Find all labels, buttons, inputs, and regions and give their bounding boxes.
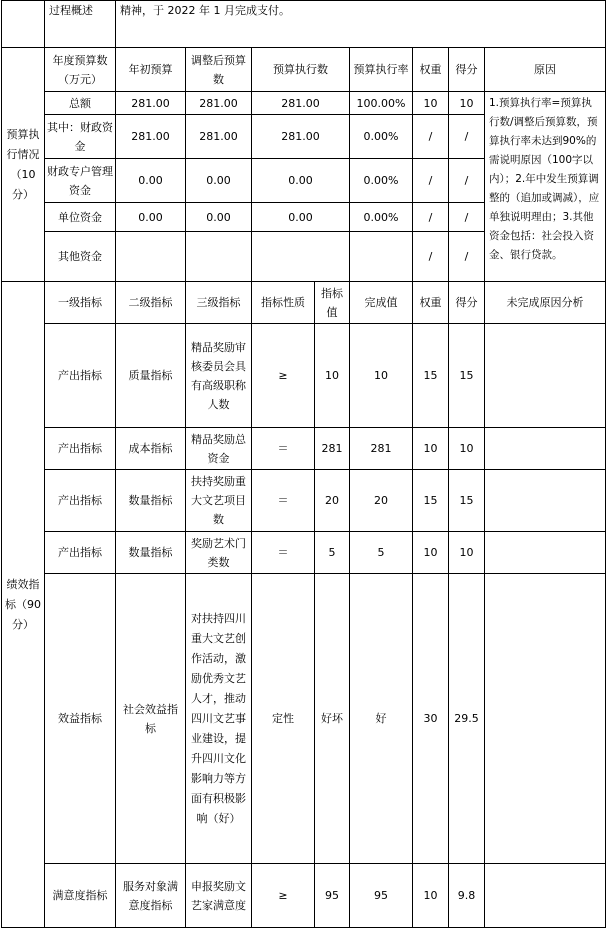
overview-spacer bbox=[2, 1, 45, 48]
budget-row-adjusted: 0.00 bbox=[186, 203, 252, 232]
budget-reason-text: 1.预算执行率=预算执行数/调整后预算数，预算执行率未达到90%的需说明原因（100字以内）；2.年中发生预算调整的（追加或调减），应单独说明理由；3.其他资金包括：社会投入资金、银行贷款。 bbox=[485, 92, 606, 282]
perf-row-target: 好坏 bbox=[315, 574, 350, 864]
budget-header-adjusted: 调整后预算数 bbox=[186, 48, 252, 92]
budget-row-weight: / bbox=[413, 232, 449, 282]
budget-header-reason: 原因 bbox=[485, 48, 606, 92]
perf-row-actual: 281 bbox=[350, 428, 413, 470]
budget-row-rate bbox=[350, 232, 413, 282]
perf-row-score: 15 bbox=[449, 470, 485, 532]
budget-row-score: 10 bbox=[449, 92, 485, 115]
perf-row-level1: 满意度指标 bbox=[45, 864, 116, 928]
budget-row-name: 财政专户管理资金 bbox=[45, 159, 116, 203]
perf-row-target: 10 bbox=[315, 324, 350, 428]
perf-row-level3: 扶持奖励重大文艺项目数 bbox=[186, 470, 252, 532]
perf-row-score: 15 bbox=[449, 324, 485, 428]
perf-row-level2: 数量指标 bbox=[116, 532, 186, 574]
perf-row-nature: ＝ bbox=[252, 532, 315, 574]
perf-row-score: 10 bbox=[449, 532, 485, 574]
performance-row bbox=[2, 428, 606, 470]
budget-row-weight: / bbox=[413, 115, 449, 159]
budget-header-initial: 年初预算 bbox=[116, 48, 186, 92]
perf-header-nature: 指标性质 bbox=[252, 282, 315, 324]
perf-row-nature: ＝ bbox=[252, 428, 315, 470]
budget-header-score: 得分 bbox=[449, 48, 485, 92]
perf-row-nature: ＝ bbox=[252, 470, 315, 532]
budget-header-row bbox=[2, 48, 606, 92]
perf-row-actual: 好 bbox=[350, 574, 413, 864]
budget-row-score: / bbox=[449, 115, 485, 159]
budget-header-rate: 预算执行率 bbox=[350, 48, 413, 92]
perf-row-level2: 社会效益指标 bbox=[116, 574, 186, 864]
perf-row-level3: 对扶持四川重大文艺创作活动，激励优秀文艺人才，推动四川文艺事业建设，提升四川文化影响力等方面有积极影响（好） bbox=[186, 574, 252, 864]
overview-row bbox=[2, 1, 606, 48]
overview-text: 精神，于 2022 年 1 月完成支付。 bbox=[116, 1, 606, 48]
perf-header-target: 指标值 bbox=[315, 282, 350, 324]
perf-header-level1: 一级指标 bbox=[45, 282, 116, 324]
budget-row-rate: 100.00% bbox=[350, 92, 413, 115]
perf-header-level2: 二级指标 bbox=[116, 282, 186, 324]
perf-row-reason bbox=[485, 470, 606, 532]
perf-row-weight: 15 bbox=[413, 324, 449, 428]
performance-section-label: 绩效指标（90分） bbox=[2, 282, 45, 928]
perf-row-level1: 产出指标 bbox=[45, 428, 116, 470]
performance-row bbox=[2, 864, 606, 928]
budget-row-initial bbox=[116, 232, 186, 282]
budget-row-rate: 0.00% bbox=[350, 203, 413, 232]
perf-row-weight: 10 bbox=[413, 532, 449, 574]
performance-row bbox=[2, 574, 606, 864]
budget-row-executed: 0.00 bbox=[252, 203, 350, 232]
budget-row-score: / bbox=[449, 232, 485, 282]
budget-row-weight: 10 bbox=[413, 92, 449, 115]
performance-row bbox=[2, 532, 606, 574]
budget-row-executed: 281.00 bbox=[252, 92, 350, 115]
budget-header-weight: 权重 bbox=[413, 48, 449, 92]
perf-row-level1: 产出指标 bbox=[45, 324, 116, 428]
budget-row-adjusted bbox=[186, 232, 252, 282]
budget-row-name: 其他资金 bbox=[45, 232, 116, 282]
budget-row bbox=[2, 92, 606, 115]
budget-row-rate: 0.00% bbox=[350, 115, 413, 159]
perf-row-weight: 30 bbox=[413, 574, 449, 864]
budget-row-adjusted: 0.00 bbox=[186, 159, 252, 203]
budget-row-adjusted: 281.00 bbox=[186, 92, 252, 115]
performance-row bbox=[2, 470, 606, 532]
perf-row-nature: ≥ bbox=[252, 324, 315, 428]
perf-row-weight: 10 bbox=[413, 864, 449, 928]
perf-row-reason bbox=[485, 864, 606, 928]
perf-row-target: 20 bbox=[315, 470, 350, 532]
perf-row-level2: 成本指标 bbox=[116, 428, 186, 470]
budget-header-executed: 预算执行数 bbox=[252, 48, 350, 92]
budget-row-initial: 281.00 bbox=[116, 115, 186, 159]
perf-row-level1: 效益指标 bbox=[45, 574, 116, 864]
perf-row-reason bbox=[485, 532, 606, 574]
budget-row-name: 单位资金 bbox=[45, 203, 116, 232]
performance-evaluation-table bbox=[1, 0, 606, 928]
perf-row-actual: 20 bbox=[350, 470, 413, 532]
overview-label: 过程概述 bbox=[45, 1, 116, 48]
perf-row-level3: 奖励艺术门类数 bbox=[186, 532, 252, 574]
budget-row-weight: / bbox=[413, 203, 449, 232]
perf-header-actual: 完成值 bbox=[350, 282, 413, 324]
budget-row-name: 总额 bbox=[45, 92, 116, 115]
budget-section-label: 预算执行情况（10分） bbox=[2, 48, 45, 282]
performance-header-row bbox=[2, 282, 606, 324]
perf-row-score: 29.5 bbox=[449, 574, 485, 864]
budget-row-executed: 281.00 bbox=[252, 115, 350, 159]
budget-row-executed bbox=[252, 232, 350, 282]
perf-row-target: 5 bbox=[315, 532, 350, 574]
perf-row-level2: 数量指标 bbox=[116, 470, 186, 532]
perf-header-weight: 权重 bbox=[413, 282, 449, 324]
perf-row-nature: 定性 bbox=[252, 574, 315, 864]
perf-row-actual: 10 bbox=[350, 324, 413, 428]
perf-row-score: 10 bbox=[449, 428, 485, 470]
perf-row-level3: 精品奖励总资金 bbox=[186, 428, 252, 470]
perf-row-level1: 产出指标 bbox=[45, 470, 116, 532]
perf-row-level3: 申报奖励文艺家满意度 bbox=[186, 864, 252, 928]
perf-row-score: 9.8 bbox=[449, 864, 485, 928]
perf-row-level2: 质量指标 bbox=[116, 324, 186, 428]
perf-row-weight: 15 bbox=[413, 470, 449, 532]
budget-row-initial: 0.00 bbox=[116, 159, 186, 203]
perf-header-level3: 三级指标 bbox=[186, 282, 252, 324]
budget-row-initial: 281.00 bbox=[116, 92, 186, 115]
perf-header-score: 得分 bbox=[449, 282, 485, 324]
perf-row-level1: 产出指标 bbox=[45, 532, 116, 574]
perf-row-level3: 精品奖励审核委员会具有高级职称人数 bbox=[186, 324, 252, 428]
perf-row-actual: 95 bbox=[350, 864, 413, 928]
budget-row-rate: 0.00% bbox=[350, 159, 413, 203]
perf-header-reason: 未完成原因分析 bbox=[485, 282, 606, 324]
budget-row-initial: 0.00 bbox=[116, 203, 186, 232]
perf-row-reason bbox=[485, 574, 606, 864]
perf-row-reason bbox=[485, 324, 606, 428]
perf-row-actual: 5 bbox=[350, 532, 413, 574]
budget-header-annual: 年度预算数（万元） bbox=[45, 48, 116, 92]
budget-row-name: 其中：财政资金 bbox=[45, 115, 116, 159]
perf-row-weight: 10 bbox=[413, 428, 449, 470]
perf-row-target: 95 bbox=[315, 864, 350, 928]
budget-row-weight: / bbox=[413, 159, 449, 203]
budget-row-score: / bbox=[449, 159, 485, 203]
perf-row-nature: ≥ bbox=[252, 864, 315, 928]
perf-row-reason bbox=[485, 428, 606, 470]
budget-row-executed: 0.00 bbox=[252, 159, 350, 203]
perf-row-target: 281 bbox=[315, 428, 350, 470]
performance-row bbox=[2, 324, 606, 428]
budget-row-adjusted: 281.00 bbox=[186, 115, 252, 159]
perf-row-level2: 服务对象满意度指标 bbox=[116, 864, 186, 928]
budget-row-score: / bbox=[449, 203, 485, 232]
